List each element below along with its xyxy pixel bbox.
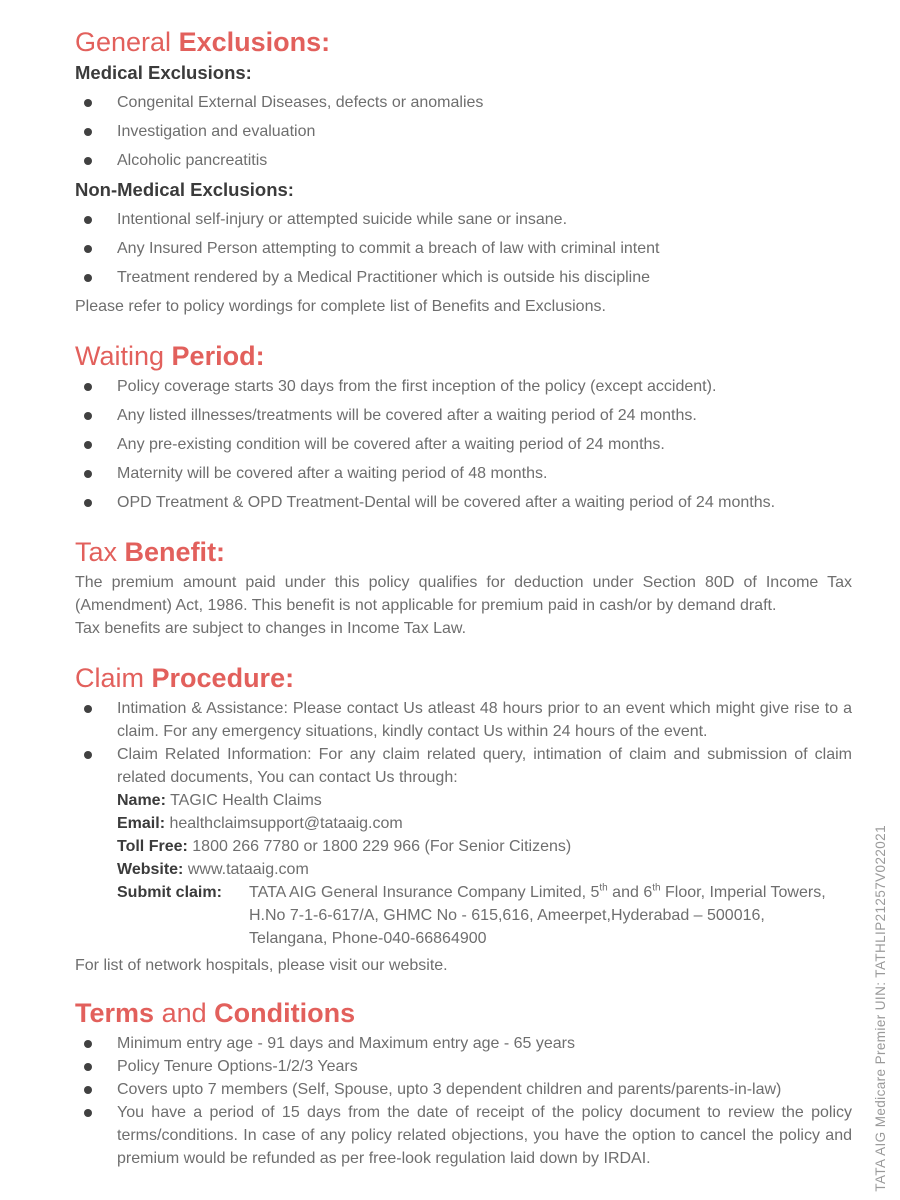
tax-benefit-paragraph-2: Tax benefits are subject to changes in Income Tax Law. [75, 620, 467, 637]
contact-row-email [117, 812, 852, 835]
list-item-text: Policy coverage starts 30 days from the first inception of the policy (except accident). [117, 378, 717, 395]
title-light-part: and [161, 998, 207, 1028]
non-medical-exclusions-heading: Non-Medical Exclusions: [75, 179, 294, 200]
address-part: Floor, Imperial Towers, H.No 7-1-6-617/A, GHMC No - 615,616, Ameerpet,Hyderabad – 500016, Telangana, Phone-040-66864900 [249, 884, 826, 947]
contact-label: Name: [117, 792, 166, 809]
claim-procedure-title [75, 662, 852, 694]
list-item-text: Treatment rendered by a Medical Practitioner which is outside his discipline [117, 269, 650, 286]
section-terms-conditions [75, 997, 852, 1170]
contact-value: www.tataaig.com [187, 861, 309, 878]
contact-label: Submit claim: [117, 884, 222, 901]
contact-label: Website: [117, 861, 184, 878]
list-item [75, 237, 852, 260]
bullet-dot [84, 274, 92, 282]
list-item [75, 1055, 852, 1078]
bullet-dot [84, 412, 92, 420]
medical-exclusions-list [75, 91, 852, 172]
contact-value: TAGIC Health Claims [170, 792, 322, 809]
title-bold-part: Benefit: [124, 537, 226, 567]
list-item [75, 266, 852, 289]
list-item-text: Any pre-existing condition will be covered after a waiting period of 24 months. [117, 436, 665, 453]
contact-row-submit-claim [117, 881, 852, 950]
uin-vertical-label: TATA AIG Medicare Premier UIN: TATHLIP21257V022021 [873, 825, 888, 1192]
section-general-exclusions [75, 26, 852, 318]
bullet-dot [84, 128, 92, 136]
list-item-text: Intentional self-injury or attempted suicide while sane or insane. [117, 211, 568, 228]
list-item-text: Claim Related Information: For any claim related query, intimation of claim and submission of claim related documents, You can contact Us through: [117, 746, 852, 786]
list-item-text: Policy Tenure Options-1/2/3 Years [117, 1058, 358, 1075]
bullet-dot [84, 1063, 92, 1071]
bullet-dot [84, 157, 92, 165]
exclusions-note: Please refer to policy wordings for complete list of Benefits and Exclusions. [75, 298, 606, 315]
bullet-dot [84, 245, 92, 253]
list-item-text: OPD Treatment & OPD Treatment-Dental will be covered after a waiting period of 24 months. [117, 494, 776, 511]
bullet-dot [84, 383, 92, 391]
contact-value: healthclaimsupport@tataaig.com [169, 815, 403, 832]
bullet-dot [84, 1109, 92, 1117]
waiting-period-title [75, 340, 852, 372]
tax-benefit-paragraph: The premium amount paid under this policy qualifies for deduction under Section 80D of Income Tax (Amendment) Act, 1986. This benefit is not applicable for premium paid in cash/or by demand draft. [75, 574, 852, 614]
list-item [75, 149, 852, 172]
list-item-text: Investigation and evaluation [117, 123, 316, 140]
bullet-dot [84, 705, 92, 713]
non-medical-exclusions-list [75, 208, 852, 289]
general-exclusions-title [75, 26, 852, 58]
section-waiting-period [75, 340, 852, 514]
list-item [75, 462, 852, 485]
section-tax-benefit [75, 536, 852, 640]
bullet-dot [84, 1040, 92, 1048]
list-item [75, 91, 852, 114]
list-item [75, 697, 852, 743]
bullet-dot [84, 99, 92, 107]
title-light-part: Tax [75, 537, 118, 567]
terms-conditions-list [75, 1032, 852, 1170]
contact-row-website [117, 858, 852, 881]
claim-procedure-list [75, 697, 852, 789]
bullet-dot [84, 470, 92, 478]
list-item-text: Maternity will be covered after a waiting period of 48 months. [117, 465, 548, 482]
ordinal-superscript: th [599, 882, 608, 894]
list-item [75, 404, 852, 427]
list-item [75, 433, 852, 456]
list-item-text: Covers upto 7 members (Self, Spouse, upto 3 dependent children and parents/parents-in-law) [117, 1081, 782, 1098]
bullet-dot [84, 216, 92, 224]
terms-conditions-title [75, 997, 852, 1029]
list-item [75, 491, 852, 514]
waiting-period-list [75, 375, 852, 514]
list-item [75, 375, 852, 398]
title-light-part: Waiting [75, 341, 165, 371]
ordinal-superscript: th [652, 882, 661, 894]
list-item [75, 1101, 852, 1170]
contact-label: Toll Free: [117, 838, 188, 855]
list-item [75, 743, 852, 789]
list-item-text: Congenital External Diseases, defects or anomalies [117, 94, 484, 111]
list-item [75, 1078, 852, 1101]
contact-row-tollfree [117, 835, 852, 858]
title-bold-part: Conditions [214, 998, 356, 1028]
medical-exclusions-heading: Medical Exclusions: [75, 62, 252, 83]
bullet-dot [84, 751, 92, 759]
list-item-text: Alcoholic pancreatitis [117, 152, 268, 169]
tax-benefit-title [75, 536, 852, 568]
list-item [75, 120, 852, 143]
list-item-text: Any listed illnesses/treatments will be covered after a waiting period of 24 months. [117, 407, 697, 424]
list-item-text: Any Insured Person attempting to commit a breach of law with criminal intent [117, 240, 660, 257]
list-item [75, 1032, 852, 1055]
list-item [75, 208, 852, 231]
title-bold-part: Exclusions: [178, 27, 331, 57]
title-bold-part: Period: [171, 341, 265, 371]
submit-claim-address [249, 881, 834, 950]
contact-label: Email: [117, 815, 166, 832]
bullet-dot [84, 441, 92, 449]
contact-value: 1800 266 7780 or 1800 229 966 (For Senior Citizens) [192, 838, 572, 855]
list-item-text: You have a period of 15 days from the date of receipt of the policy document to review the policy terms/conditions. In case of any policy related objections, you have the option to cancel the policy and premium would be refunded as per free-look regulation laid down by IRDAI. [117, 1104, 852, 1167]
list-item-text: Intimation & Assistance: Please contact Us atleast 48 hours prior to an event which might give rise to a claim. For any emergency situations, kindly contact Us within 24 hours of the event. [117, 700, 852, 740]
contact-row-name [117, 789, 852, 812]
title-light-part: Claim [75, 663, 145, 693]
claim-contact-block [117, 789, 852, 950]
address-part: TATA AIG General Insurance Company Limited, 5 [249, 884, 600, 901]
title-bold-part: Terms [75, 998, 155, 1028]
list-item-text: Minimum entry age - 91 days and Maximum entry age - 65 years [117, 1035, 575, 1052]
network-hospitals-note: For list of network hospitals, please visit our website. [75, 957, 448, 974]
bullet-dot [84, 1086, 92, 1094]
section-claim-procedure [75, 662, 852, 977]
title-bold-part: Procedure: [151, 663, 295, 693]
title-light-part: General [75, 27, 172, 57]
bullet-dot [84, 499, 92, 507]
address-part: and 6 [607, 884, 653, 901]
